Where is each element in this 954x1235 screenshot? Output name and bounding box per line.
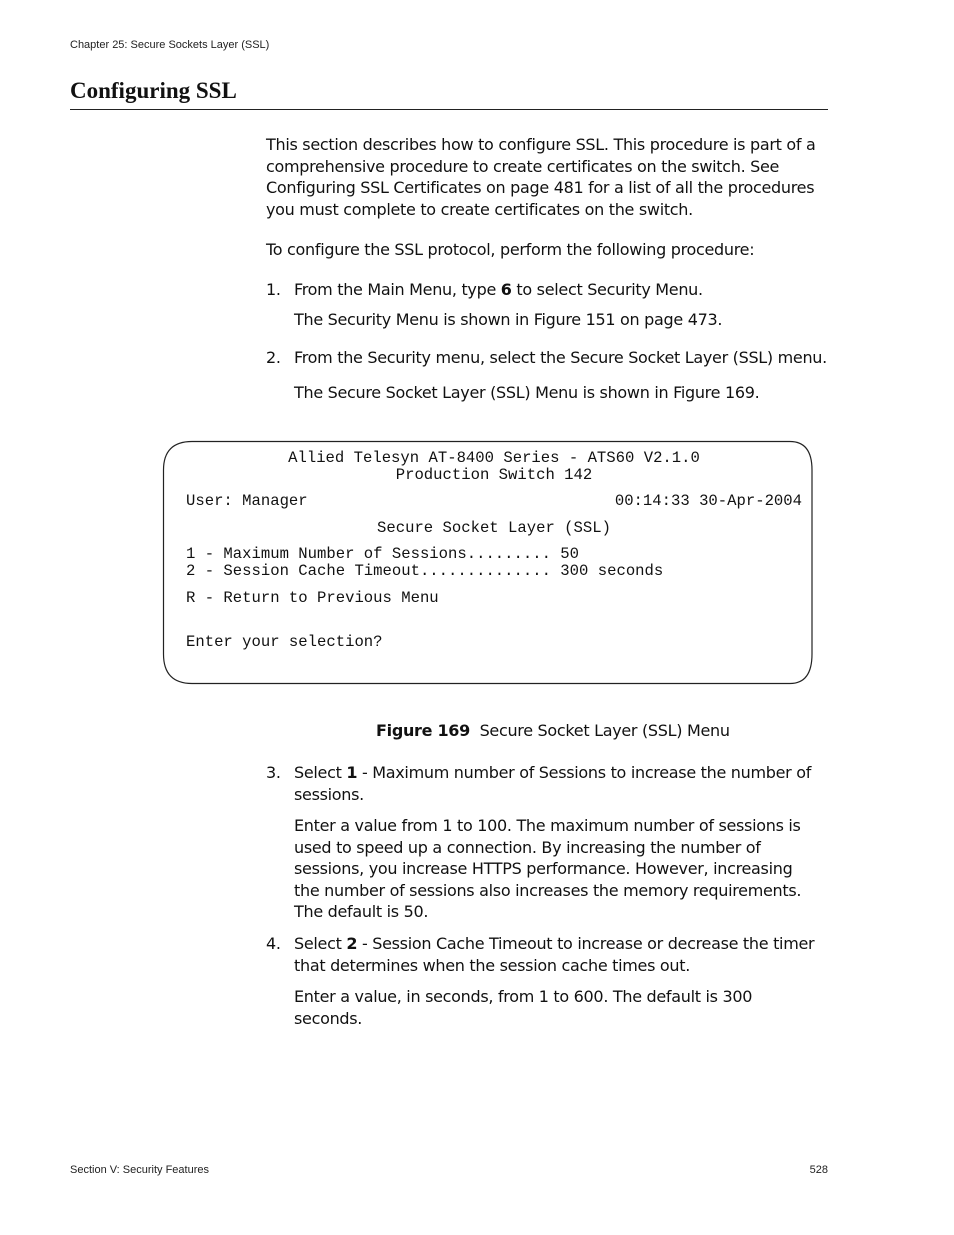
step-2-text: From the Security menu, select the Secure Socket Layer (SSL) menu. [294,348,827,367]
terminal-menu-title: Secure Socket Layer (SSL) [377,519,611,537]
step-1-text: From the Main Menu, type 6 to select Security Menu. [294,280,703,299]
step-3-text: Select 1 - Maximum number of Sessions to increase the number of sessions. [294,763,812,804]
step-4-text: Select 2 - Session Cache Timeout to increase or decrease the timer that determines when the session cache times out. [294,934,815,975]
figure-label: Figure 169 [376,721,470,740]
terminal-switch-name: Production Switch 142 [395,466,593,484]
step-number: 4. [266,934,281,953]
figure-caption [376,721,730,740]
terminal-option-1[interactable]: 1 - Maximum Number of Sessions......... 50 [186,545,580,563]
step-1-note: The Security Menu is shown in Figure 151 on page 473. [294,310,723,329]
terminal-datetime: 00:14:33 30-Apr-2004 [614,492,802,510]
terminal-user: User: Manager [186,492,308,510]
footer-section: Section V: Security Features [70,1164,209,1176]
terminal-option-2[interactable]: 2 - Session Cache Timeout.............. 300 seconds [186,562,664,580]
step-3-key: 1 [346,763,358,782]
step-1-key: 6 [500,280,512,299]
step-2-note: The Secure Socket Layer (SSL) Menu is shown in Figure 169. [294,383,760,402]
intro-line: Configuring SSL Certificates on page 481 for a list of all the procedures [266,178,815,197]
figure-caption-text: Secure Socket Layer (SSL) Menu [479,721,730,740]
terminal-option-return[interactable]: R - Return to Previous Menu [186,589,439,607]
step-4-note: Enter a value, in seconds, from 1 to 600. The default is 300 seconds. [294,987,753,1028]
terminal-system-line: Allied Telesyn AT-8400 Series - ATS60 V2.1.0 [288,449,700,467]
step-number: 3. [266,763,281,782]
page-number: 528 [809,1164,828,1176]
section-title: Configuring SSL [70,78,237,103]
intro-paragraph [266,134,816,220]
intro-line: you must complete to create certificates on the switch. [266,199,693,219]
intro-line: comprehensive procedure to create certificates on the switch. See [266,156,780,176]
procedure-intro: To configure the SSL protocol, perform the following procedure: [266,240,755,259]
terminal-prompt[interactable]: Enter your selection? [186,633,383,651]
step-number: 2. [266,348,281,367]
chapter-header: Chapter 25: Secure Sockets Layer (SSL) [70,39,270,51]
step-number: 1. [266,280,281,299]
title-rule [70,109,828,110]
step-3-note: Enter a value from 1 to 100. The maximum number of sessions is used to speed up a connection. By increasing the number of sessions, you increase HTTPS performance. However, increasing the number of sessions also increases the memory requirements. The default is 50. [294,816,802,921]
step-4-key: 2 [346,934,358,953]
intro-line: This section describes how to configure SSL. This procedure is part of a [266,135,816,154]
